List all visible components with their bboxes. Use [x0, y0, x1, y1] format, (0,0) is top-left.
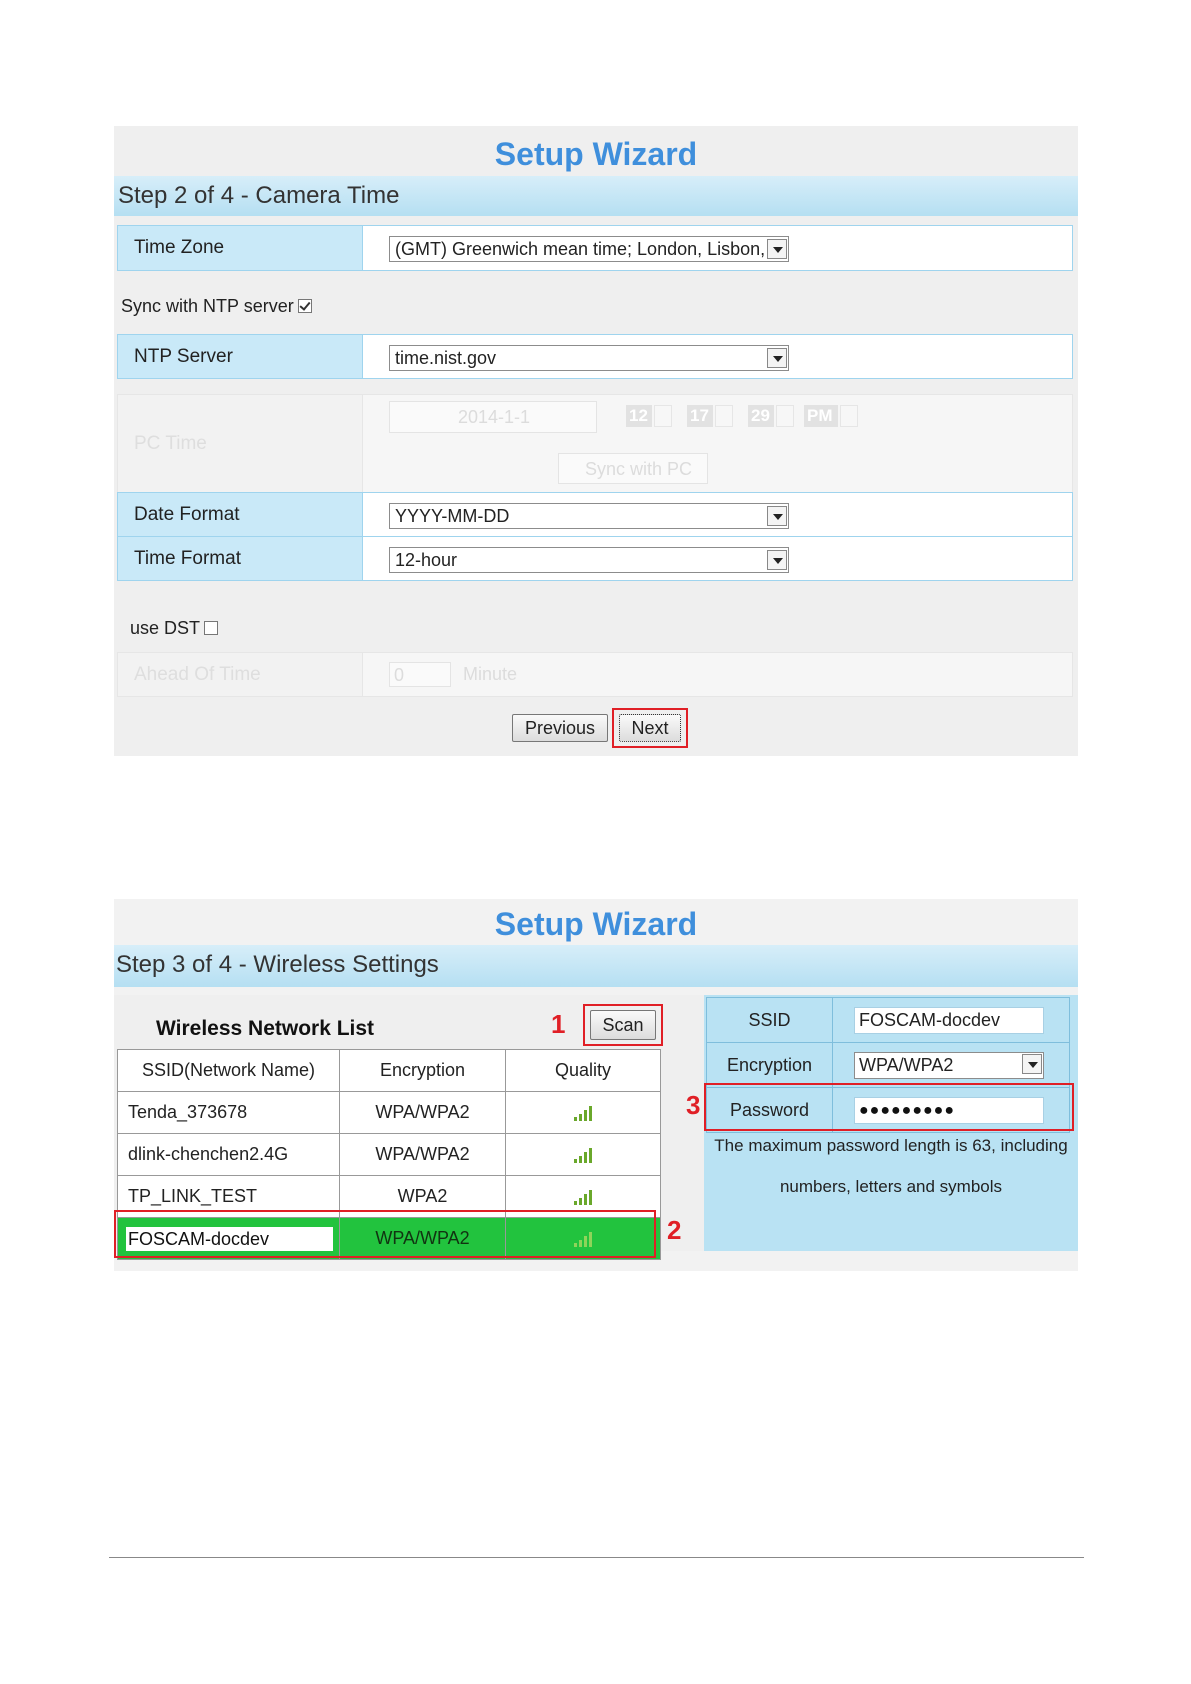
network-quality — [506, 1092, 661, 1134]
ahead-of-time-row — [117, 652, 1073, 697]
previous-button[interactable]: Previous — [512, 714, 608, 742]
scan-button[interactable]: Scan — [590, 1010, 656, 1040]
chevron-down-icon — [654, 405, 672, 427]
network-encryption: WPA/WPA2 — [340, 1134, 506, 1176]
chevron-down-icon — [767, 506, 787, 526]
pc-second-value: 29 — [751, 406, 770, 425]
column-header-ssid: SSID(Network Name) — [118, 1050, 340, 1092]
ahead-of-time-unit: Minute — [463, 664, 518, 684]
chevron-down-icon — [1022, 1054, 1042, 1074]
encryption-label: Encryption — [707, 1043, 833, 1088]
next-highlight — [612, 708, 688, 748]
time-zone-row — [117, 225, 1073, 271]
time-zone-label: Time Zone — [118, 226, 363, 270]
network-quality — [506, 1134, 661, 1176]
encryption-value: WPA/WPA2 — [859, 1054, 954, 1075]
use-dst-option — [130, 616, 218, 640]
ntp-server-select[interactable] — [389, 345, 789, 371]
ntp-server-row — [117, 334, 1073, 379]
ntp-server-value: time.nist.gov — [395, 348, 497, 368]
time-zone-select[interactable] — [389, 236, 789, 262]
time-format-row — [117, 536, 1073, 581]
pc-minute-select — [687, 405, 713, 427]
signal-strength-icon — [572, 1189, 594, 1205]
chevron-down-icon — [767, 550, 787, 570]
time-format-select[interactable] — [389, 547, 789, 573]
column-header-quality: Quality — [506, 1050, 661, 1092]
encryption-select[interactable] — [854, 1052, 1044, 1079]
ssid-input[interactable]: FOSCAM-docdev — [854, 1007, 1044, 1034]
ahead-of-time-value: 0 — [394, 665, 405, 685]
date-format-value: YYYY-MM-DD — [395, 506, 510, 526]
password-note-line2: numbers, letters and symbols — [779, 1177, 1003, 1196]
step-header: Step 3 of 4 - Wireless Settings — [114, 945, 1078, 987]
callout-3: 3 — [686, 1090, 701, 1120]
encryption-cell — [833, 1043, 1070, 1088]
date-format-select[interactable] — [389, 503, 789, 529]
pc-ampm-value: PM — [807, 406, 833, 425]
table-row[interactable] — [118, 1092, 661, 1134]
ssid-row — [707, 998, 1070, 1043]
setup-wizard-step3-panel — [114, 899, 1078, 1271]
date-format-row — [117, 492, 1073, 537]
chevron-down-icon — [715, 405, 733, 427]
pc-hour-select — [626, 405, 652, 427]
sync-ntp-checkbox[interactable] — [298, 299, 312, 313]
chevron-down-icon — [776, 405, 794, 427]
pc-second-select — [748, 405, 774, 427]
network-encryption: WPA/WPA2 — [340, 1218, 506, 1260]
sync-with-pc-label: Sync with PC — [585, 459, 693, 479]
use-dst-label: use DST — [130, 617, 201, 638]
ssid-cell — [833, 998, 1070, 1043]
ahead-of-time-label: Ahead Of Time — [118, 653, 363, 696]
next-button[interactable]: Next — [619, 714, 681, 742]
wireless-settings-form — [704, 995, 1078, 1251]
ssid-label: SSID — [707, 998, 833, 1043]
chevron-down-icon — [840, 405, 858, 427]
setup-wizard-step2-panel — [114, 126, 1078, 756]
pc-time-label: PC Time — [118, 395, 363, 492]
password-highlight — [704, 1083, 1074, 1131]
pc-ampm-select — [804, 405, 838, 427]
ahead-of-time-select — [389, 662, 451, 687]
network-encryption: WPA2 — [340, 1176, 506, 1218]
scan-highlight — [583, 1004, 663, 1046]
time-format-label: Time Format — [118, 537, 363, 580]
wireless-network-list-title: Wireless Network List — [156, 1017, 375, 1040]
pc-hour-value: 12 — [629, 406, 648, 425]
callout-2: 2 — [667, 1215, 682, 1245]
sync-ntp-label: Sync with NTP server — [121, 295, 294, 316]
pc-date-value: 2014-1-1 — [458, 407, 531, 427]
page-divider — [109, 1557, 1084, 1558]
date-format-label: Date Format — [118, 493, 363, 536]
wizard-title: Setup Wizard — [494, 906, 698, 942]
use-dst-checkbox[interactable] — [204, 621, 218, 635]
signal-strength-icon — [572, 1147, 594, 1163]
ntp-server-label: NTP Server — [118, 335, 363, 378]
table-row[interactable] — [118, 1134, 661, 1176]
pc-time-row — [117, 394, 1073, 493]
password-note — [702, 1125, 1080, 1207]
pc-minute-value: 17 — [690, 406, 709, 425]
network-ssid: TP_LINK_TEST — [118, 1176, 340, 1218]
password-input[interactable]: ●●●●●●●●● — [854, 1097, 1044, 1124]
time-format-value: 12-hour — [395, 550, 458, 570]
sync-ntp-option — [121, 294, 312, 318]
selected-network-ssid: FOSCAM-docdev — [126, 1227, 333, 1251]
time-zone-value: (GMT) Greenwich mean time; London, Lisbon, — [395, 239, 766, 259]
chevron-down-icon — [767, 348, 787, 368]
chevron-down-icon — [767, 239, 787, 259]
encryption-row — [707, 1043, 1070, 1088]
network-ssid: dlink-chenchen2.4G — [118, 1134, 340, 1176]
sync-with-pc-button — [558, 453, 708, 484]
password-note-line1: The maximum password length is 63, including — [714, 1136, 1068, 1155]
wizard-title: Setup Wizard — [494, 136, 698, 172]
column-header-encryption: Encryption — [340, 1050, 506, 1092]
signal-strength-icon — [572, 1105, 594, 1121]
network-ssid: Tenda_373678 — [118, 1092, 340, 1134]
callout-1: 1 — [551, 1009, 566, 1039]
pc-date-field — [389, 401, 597, 433]
password-label: Password — [707, 1088, 833, 1133]
selected-network-highlight — [114, 1210, 656, 1258]
table-header-row — [118, 1050, 661, 1092]
network-encryption: WPA/WPA2 — [340, 1092, 506, 1134]
step-header: Step 2 of 4 - Camera Time — [114, 176, 1078, 216]
wireless-network-list-area — [114, 995, 705, 1251]
